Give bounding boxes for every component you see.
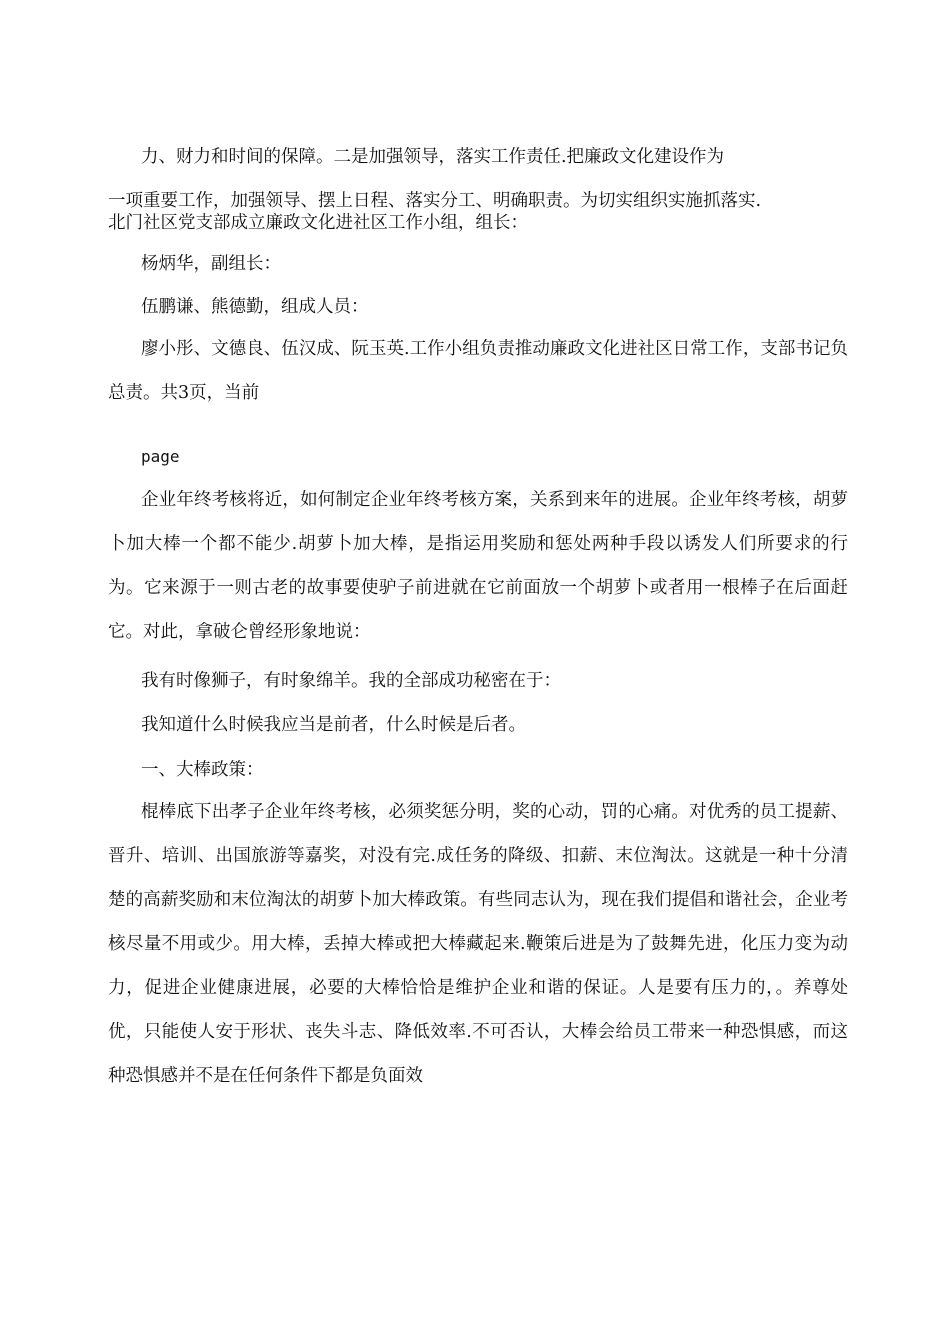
paragraph-4: 杨炳华，副组长： (141, 254, 281, 274)
paragraph-3: 北门社区党支部成立廉政文化进社区工作小组，组长： (108, 213, 528, 233)
paragraph-12: 棍棒底下出孝子企业年终考核，必须奖惩分明，奖的心动，罚的心痛。对优秀的员工提薪、晋升、培训、出国旅游等嘉奖，对没有完.成任务的降级、扣薪、末位淘汰。这就是一种十分清楚的高薪奖励和末位淘汰的胡萝卜加大棒政策。有些同志认为，现在我们提倡和谐社会，企业考核尽量不用或少。用大棒，丢掉大棒或把大棒藏起来.鞭策后进是为了鼓舞先进，化压力变为动力，促进企业健康进展，必要的大棒恰恰是维护企业和谐的保证。人是要有压力的，。养尊处优，只能使人安于形状、丧失斗志、降低效率.不可否认，大棒会给员工带来一种恐惧感，而这种恐惧感并不是在任何条件下都是负面效 (108, 802, 848, 1086)
paragraph-8: 企业年终考核将近，如何制定企业年终考核方案，关系到来年的进展。企业年终考核，胡萝卜加大棒一个都不能少.胡萝卜加大棒，是指运用奖励和惩处两种手段以诱发人们所要求的行为。它来源于一则古老的故事要使驴子前进就在它前面放一个胡萝卜或者用一根棒子在后面赶它。对此，拿破仑曾经形象地说： (108, 490, 848, 642)
paragraph-5: 伍鹏谦、熊德勤，组成人员： (141, 297, 369, 317)
paragraph-6: 廖小彤、文德良、伍汉成、阮玉英.工作小组负责推动廉政文化进社区日常工作，支部书记负总责。共3页，当前 (108, 339, 848, 403)
paragraph-10: 我知道什么时候我应当是前者，什么时候是后者。 (141, 715, 526, 735)
paragraph-1: 力、财力和时间的保障。二是加强领导，落实工作责任.把廉政文化建设作为 (141, 147, 725, 167)
paragraph-11: 一、大棒政策： (141, 760, 264, 780)
paragraph-9: 我有时像狮子，有时象绵羊。我的全部成功秘密在于： (141, 671, 561, 691)
paragraph-2: 一项重要工作，加强领导、摆上日程、落实分工、明确职责。为切实组织实施抓落实. (108, 191, 762, 211)
paragraph-7: page (141, 447, 180, 466)
